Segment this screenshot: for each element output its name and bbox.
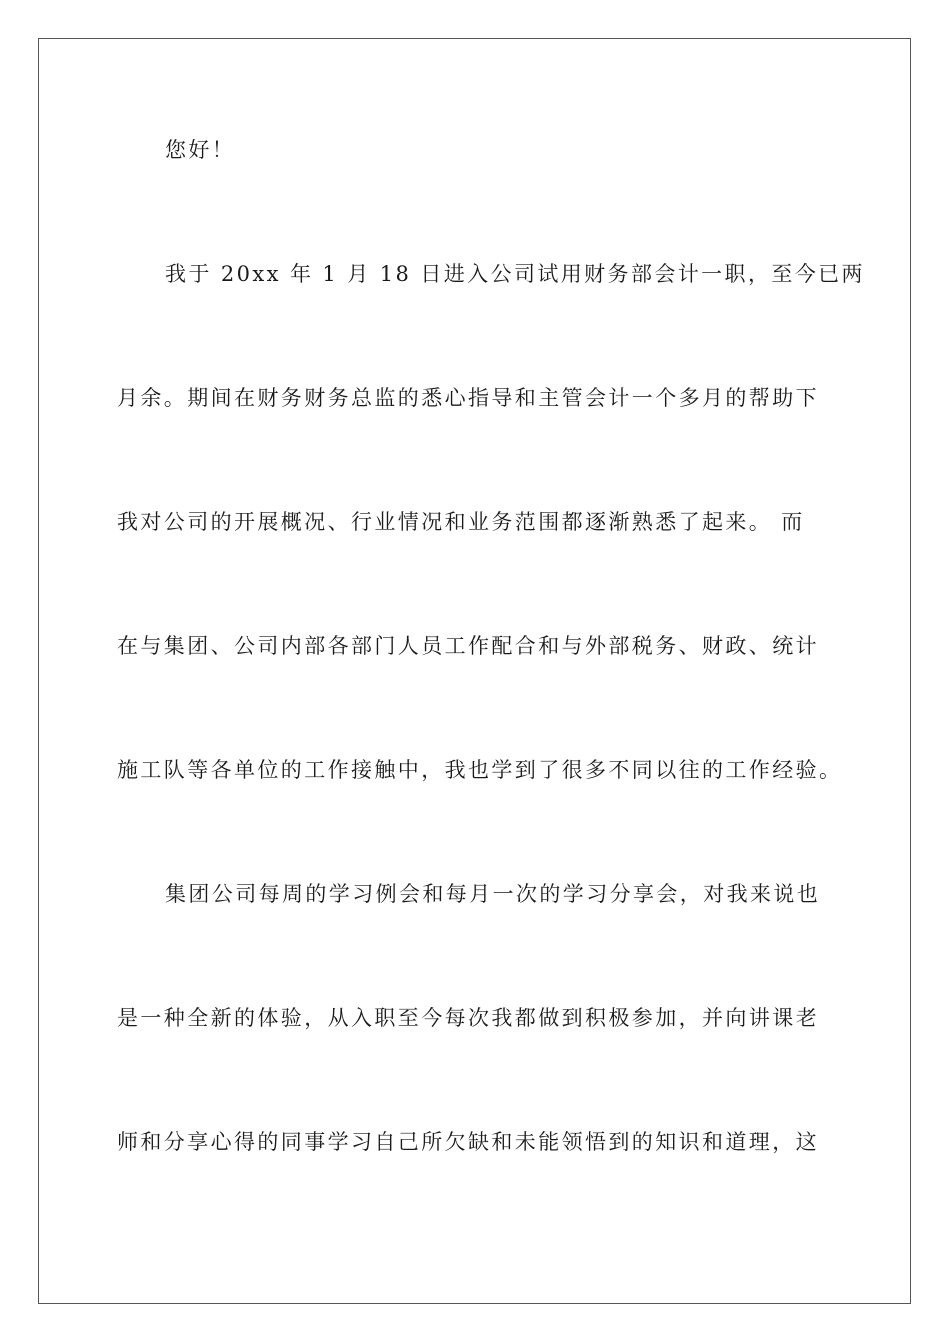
paragraph-2-line-3: 师和分享心得的同事学习自己所欠缺和未能领悟到的知识和道理，这 [117, 1130, 819, 1154]
paragraph-1-line-2: 月余。期间在财务财务总监的悉心指导和主管会计一个多月的帮助下 [117, 386, 819, 410]
paragraph-1-line-4: 在与集团、公司内部各部门人员工作配合和与外部税务、财政、统计 [117, 634, 819, 658]
page-frame [38, 38, 911, 1304]
paragraph-1-line-1: 我于 20xx 年 1 月 18 日进入公司试用财务部会计一职，至今已两 [165, 262, 865, 286]
paragraph-1-line-3: 我对公司的开展概况、行业情况和业务范围都逐渐熟悉了起来。 而 [117, 510, 805, 534]
paragraph-1-line-5: 施工队等各单位的工作接触中，我也学到了很多不同以往的工作经验。 [117, 758, 843, 782]
paragraph-2-line-1: 集团公司每周的学习例会和每月一次的学习分享会，对我来说也 [165, 882, 821, 906]
greeting: 您好！ [165, 138, 236, 162]
paragraph-2-line-2: 是一种全新的体验，从入职至今每次我都做到积极参加，并向讲课老 [117, 1006, 819, 1030]
